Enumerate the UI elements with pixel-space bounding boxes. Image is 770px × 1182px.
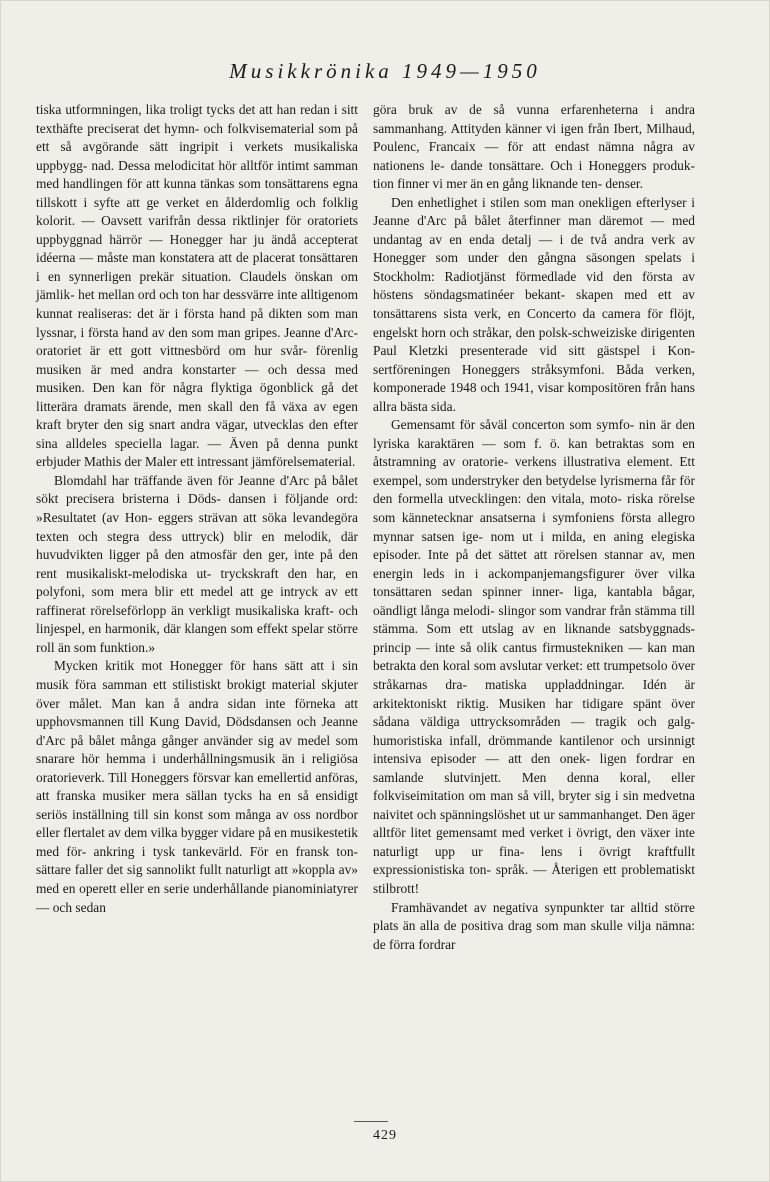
paragraph: Den enhetlighet i stilen som man onekligen efterlyser i Jeanne d'Arc på bålet återfinner man däremot — med undantag av en enda detalj — i de två andra verk av Honegger som under den gångna säsongen spelats i Stockholm: Radiotjänst förmedlade vid den första av höstens söndagsmatinéer bekant- skapen med ett av tonsättarens sista verk, en Concerto da camera för flöjt, engelskt horn och stråkar, den polsk-schweiziske dirigenten Paul Kletzki presenterade vid sitt gästspel i Kon- sertföreningen Honeggers stråksymfoni. Båda verken, komponerade 1948 och 1941, visar kompositören från hans allra bästa sida. [373, 194, 695, 414]
running-head-title: Musikkrönika 1949—1950 [229, 59, 541, 83]
paragraph: tiska utformningen, lika troligt tycks det att han redan i sitt texthäfte preciserat det hymn- och folkvisematerial som på ett så avgörande sätt ingripit i verkets musikaliska uppbygg- nad. Dessa melodicitat hör alltför intimt samman med handlingen för att kunna tänkas som tonsättarens egna tillskott i syfte att ge verket en ålderdomlig och folklig kolorit. — Oavsett varifrån dessa riktlinjer för oratoriets uppbyggnad härrör — Honegger har ju ändå accepterat idéerna — måste man konstatera att de placerat tonsättaren i en synnerligen prekär situation. Claudels önskan om jämlik- het mellan ord och ton har dessvärre inte alltigenom kunnat realiseras: det är i första hand på dikten som man lyssnar, i första hand av den som man gripes. Jeanne d'Arc- oratoriet är ett gott vittnesbörd om hur svår- förenlig musiken är med andra konstarter — och dessa med musiken. Den kan för några flyktiga ögonblick gå det litterära dramats ärende, men skall den få växa av egen kraft bryter den sig snart andra vägar, utvecklas den efter sina alldeles speciella lagar. — Även på denna punkt erbjuder Mathis der Maler ett intressant jämförelsematerial. [36, 102, 358, 470]
paragraph: Blomdahl har träffande även för Jeanne d'Arc på bålet sökt precisera bristerna i Döds- dansen i följande ord: »Resultatet (av Hon- eggers strävan att söka levandegöra texten och stegra dess uttryck) blir en melodik, där huvudvikten ligger på den atmosfär den ger, inte på den rent musikaliskt-melodiska ut- tryckskraft den har, en polyfoni, som mera blir ett medel att ge intryck av ett raffinerat rörelseförlopp än verkligt musikaliska kraft- och linjespel, en harmonik, där klangen som effekt spelar större roll än som funktion.» [36, 472, 358, 655]
left-column [36, 101, 358, 917]
page-number: 429 [373, 1128, 397, 1143]
paragraph: göra bruk av de så vunna erfarenheterna i andra sammanhang. Attityden känner vi igen från Ibert, Milhaud, Poulenc, Francaix — för att endast nämna några av nationens le- dande tonsättare. Och i Honeggers produk- tion finner vi mer än en gång liknande ten- denser. [373, 102, 695, 192]
folio-rule [354, 1121, 388, 1122]
paragraph: Gemensamt för såväl concerton som symfo- nin är den lyriska karaktären — som f. ö. kan betraktas som en åtstramning av oratorie- verkens illustrativa element. Ett exempel, som understryker den betydelse lyrismerna får för den formella utvecklingen: den vitala, moto- riska rörelse som kännetecknar ansatserna i symfoniens första allegro mynnar satsen ige- nom ut i milda, en aning elegiska episoder. Inte på det sättet att rörelsen stannar av, men energin leds in i ackompanjemangsfigurer över vilka tonsättaren sedan spinner inner- liga, kantabla bågar, oändligt långa melodi- slingor som vandrar från stämma till stämma. Som ett utslag av en liknande satsbyggnads- princip — inte så olik cantus firmustekniken — kan man betrakta den koral som avslutar verket: ett trumpetsolo över stråkarnas dra- matiska uppladdningar. Idén är arkitektoniskt riktig. Musiken har tidigare spänt över sådana väldiga uttrycksområden — tragik och galg- humoristiska infall, drömmande kantilenor och ursinnigt intensiva episoder — att den onek- ligen fordrar en samlande slutvinjett. Men denna koral, eller folkviseimitation om man så vill, bryter sig i sin medvetna naivitet och spänningslöshet ut ur sammanhanget. Den äger alltför litet gemensamt med verket i övrigt, den växer inte naturligt upp ur fina- lens i övrigt kraftfullt expressionistiska ton- språk. — Återigen ett problematiskt stilbrott! [373, 417, 695, 896]
right-column [373, 101, 695, 954]
paragraph: Mycken kritik mot Honegger för hans sätt att i sin musik föra samman ett stilistiskt brokigt material skjuter över målet. Man kan å andra sidan inte förneka att upphovsmannen till Kung David, Dödsdansen och Jeanne d'Arc på bålet många gånger använder sig av medel som snarare hör hemma i underhållningsmusik än i religiösa oratorieverk. Till Honeggers försvar kan emellertid anföras, att franska musiker mera sällan tycks ha en så ensidigt seriös inställning till sin konst som många av oss nordbor eller flertalet av dem vilka bygger vidare på en musikestetik med för- ankring i tysk tankevärld. För en fransk ton- sättare faller det sig sannolikt fullt naturligt att »koppla av» med en operett eller en serie underhållande pianominiatyrer — och sedan [36, 658, 358, 915]
paragraph: Framhävandet av negativa synpunkter tar alltid större plats än alla de positiva drag som man skulle vilja nämna: de förra fordrar [373, 899, 695, 952]
